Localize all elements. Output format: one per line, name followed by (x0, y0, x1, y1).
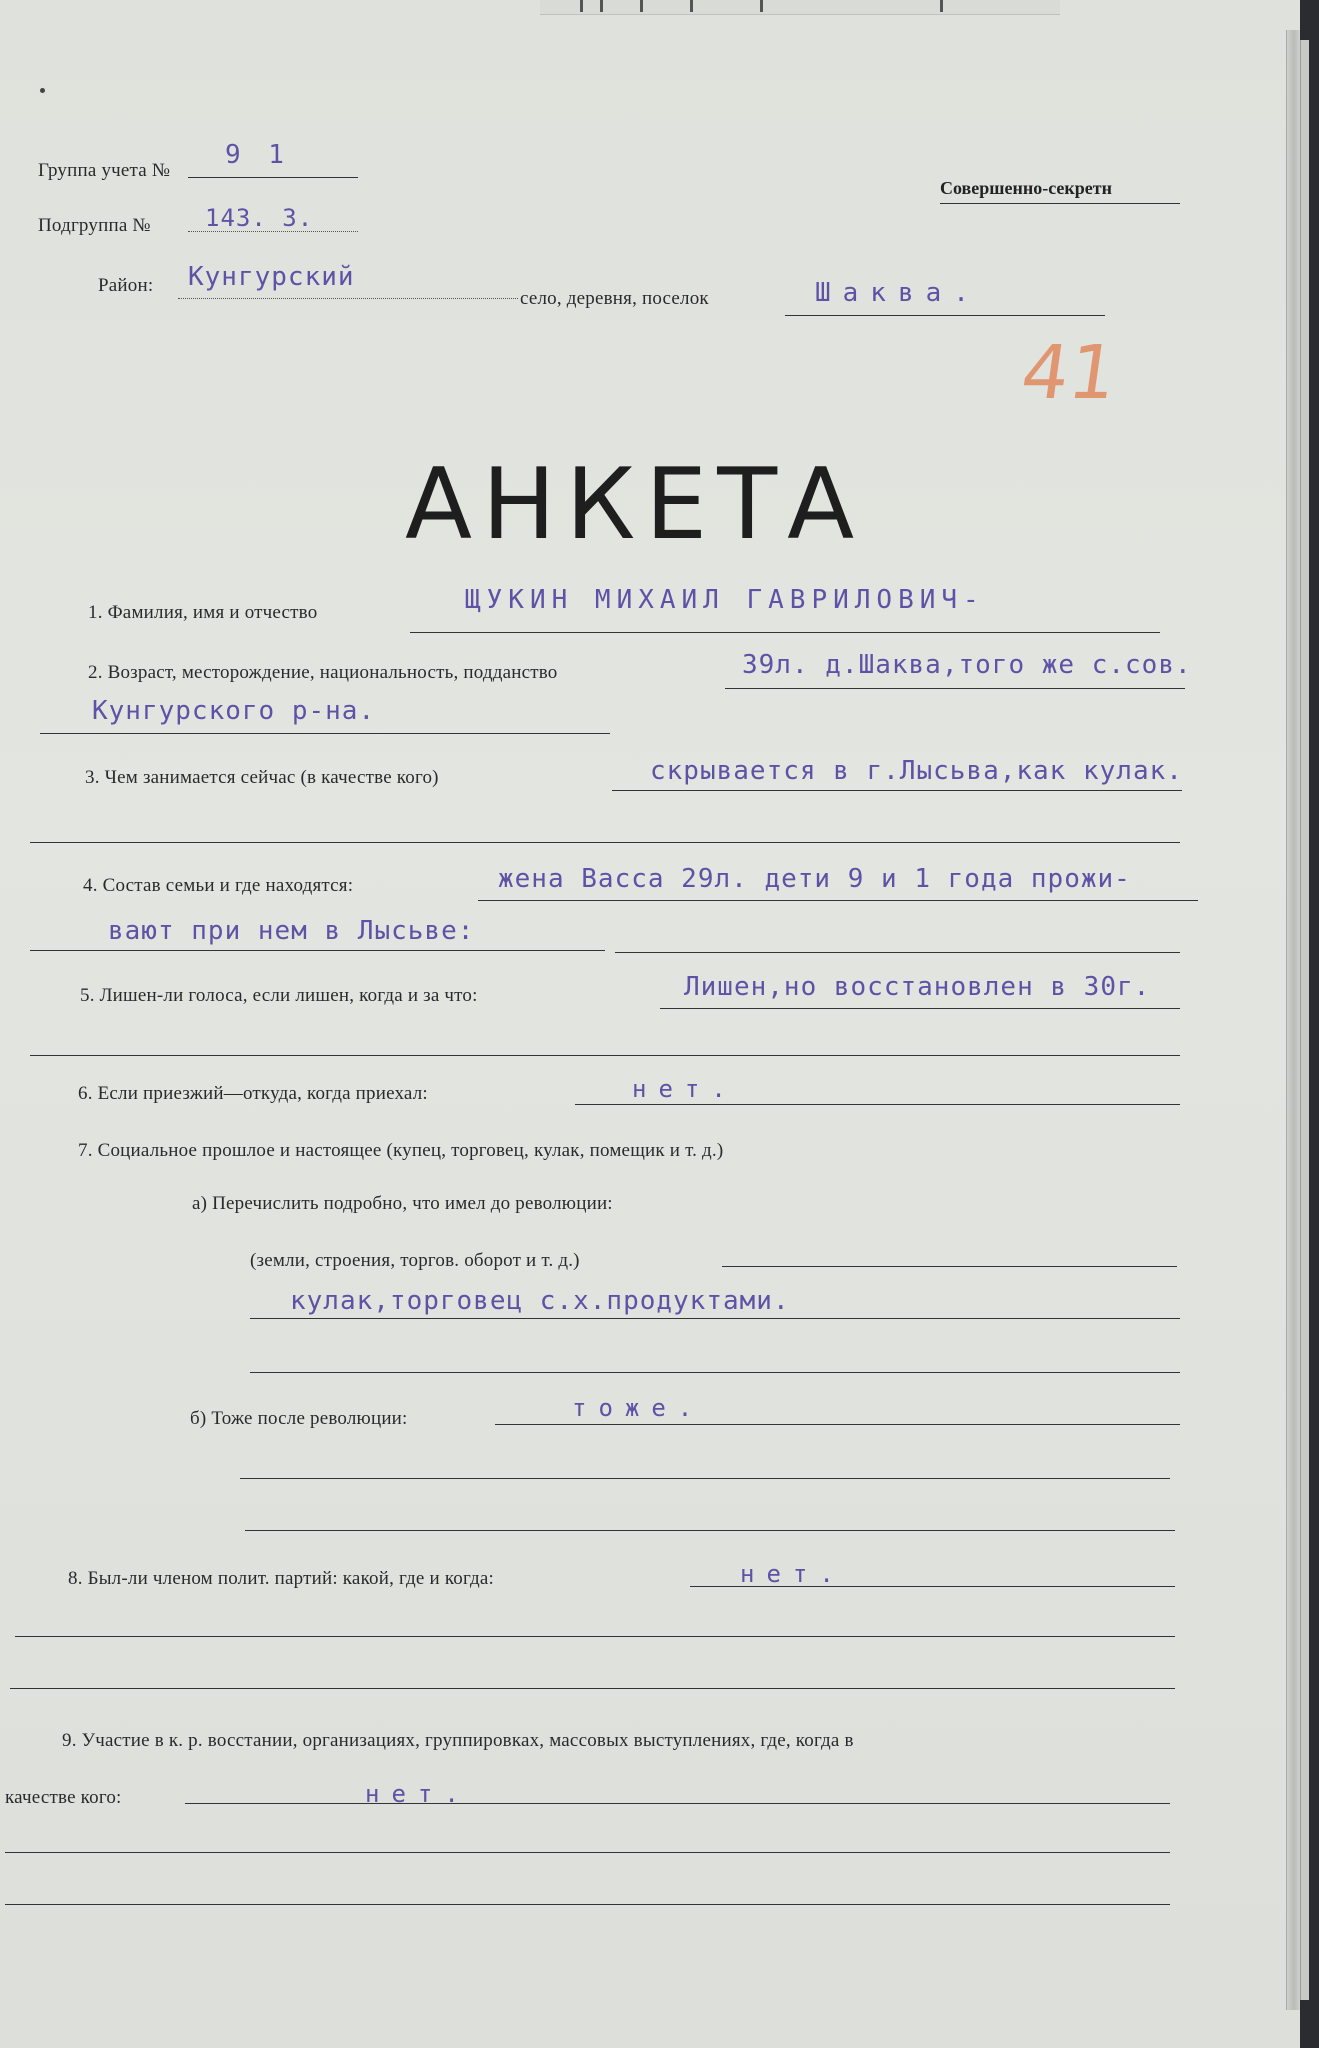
q4-answer-1: жена Васса 29л. дети 9 и 1 года прожи- (498, 864, 1131, 894)
q7a-answer: кулак,торговец с.х.продуктами. (290, 1286, 790, 1316)
q5-answer: Лишен,но восстановлен в 30г. (684, 972, 1151, 1002)
archive-page-number: 41 (1015, 330, 1123, 416)
village-value: Шаква. (815, 278, 981, 308)
q3-answer: скрывается в г.Лысьва,как кулак. (650, 756, 1183, 786)
q6-answer: нет. (632, 1075, 738, 1103)
q7a-label: а) Перечислить подробно, что имел до революции: (192, 1193, 613, 1214)
q7a-sub: (земли, строения, торгов. оборот и т. д.) (250, 1250, 580, 1271)
q7-label: 7. Социальное прошлое и настоящее (купец, торговец, кулак, помещик и т. д.) (78, 1140, 724, 1161)
document-title: АНКЕТА (405, 448, 865, 562)
q5-label: 5. Лишен-ли голоса, если лишен, когда и за что: (80, 985, 478, 1006)
q6-label: 6. Если приезжий—откуда, когда приехал: (78, 1083, 428, 1104)
subgroup-label: Подгруппа № (38, 215, 151, 236)
q9-answer: нет. (365, 1780, 471, 1808)
page-edge (1286, 30, 1300, 2010)
secrecy-stamp: Совершенно-секретн (940, 178, 1112, 198)
q2-label: 2. Возраст, месторождение, национальность, подданство (88, 662, 558, 683)
group-value: 9 1 (225, 140, 290, 170)
subgroup-value: 143. 3. (205, 204, 314, 232)
q2-answer-2: Кунгурского р-на. (92, 696, 376, 726)
q8-label: 8. Был-ли членом полит. партий: какой, где и когда: (68, 1568, 495, 1589)
q3-label: 3. Чем занимается сейчас (в качестве кого) (85, 767, 439, 788)
village-label: село, деревня, поселок (520, 288, 709, 309)
q2-answer-1: 39л. д.Шаква,того же с.сов. (742, 650, 1192, 680)
binding-strip (540, 0, 1060, 15)
q7b-label: б) Тоже после революции: (190, 1408, 408, 1429)
q7b-answer: тоже. (572, 1394, 705, 1422)
district-label: Район: (98, 275, 154, 296)
page-stack-edge (1300, 40, 1309, 2000)
q1-answer: ЩУКИН МИХАИЛ ГАВРИЛОВИЧ- (465, 585, 985, 615)
district-value: Кунгурский (188, 262, 355, 292)
q1-label: 1. Фамилия, имя и отчество (88, 602, 318, 623)
group-label: Группа учета № (38, 160, 171, 181)
q9-label-1: 9. Участие в к. р. восстании, организациях, группировках, массовых выступлениях, где, когда в (62, 1730, 854, 1751)
q8-answer: нет. (740, 1560, 846, 1588)
q4-label: 4. Состав семьи и где находятся: (83, 875, 354, 896)
q4-answer-2: вают при нем в Лысьве: (108, 916, 475, 946)
q9-label-2: качестве кого: (5, 1787, 122, 1808)
